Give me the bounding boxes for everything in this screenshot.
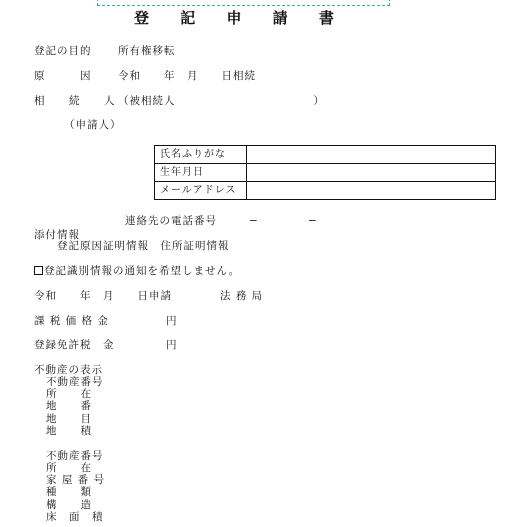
heir-value: （被相続人 ） [118, 95, 325, 107]
attachments-items: 登記原因証明情報 住所証明情報 [57, 240, 230, 252]
table-row [155, 146, 496, 164]
building-house-number-label: 家 屋 番 号 [46, 474, 106, 486]
heir-label: 相 続 人 [34, 95, 122, 107]
header-guide-box [97, 0, 390, 6]
furigana-label: 氏名ふりがな [155, 146, 247, 164]
property-heading: 不動産の表示 [34, 364, 103, 376]
building-property-number-label: 不動産番号 [46, 450, 104, 462]
notification-text: 登記識別情報の通知を希望しません。 [44, 265, 241, 277]
application-date: 令和 年 月 日申請 [34, 290, 172, 302]
land-lot-number-label: 地 番 [46, 400, 92, 412]
building-location-label: 所 在 [46, 462, 92, 474]
registration-tax-label: 登録免許税 金 [34, 339, 115, 351]
building-structure-label: 構 造 [46, 499, 92, 511]
phone-dash-1: − [249, 215, 259, 227]
tax-value-unit: 円 [166, 315, 178, 327]
legal-affairs-bureau-label: 法 務 局 [220, 290, 264, 302]
applicant-label: （申請人） [64, 119, 122, 131]
table-row [155, 164, 496, 182]
table-row [155, 182, 496, 200]
furigana-field[interactable] [247, 146, 496, 164]
birthdate-field[interactable] [247, 164, 496, 182]
document-title: 登 記 申 請 書 [134, 9, 347, 27]
phone-dash-2: − [308, 215, 318, 227]
registration-tax-unit: 円 [166, 339, 178, 351]
land-category-label: 地 目 [46, 413, 92, 425]
land-property-number-label: 不動産番号 [46, 376, 104, 388]
notification-option [34, 265, 240, 278]
email-field[interactable] [247, 182, 496, 200]
building-type-label: 種 類 [46, 486, 92, 498]
birthdate-label: 生年月日 [155, 164, 247, 182]
tax-value-label: 課 税 価 格 金 [34, 315, 109, 327]
email-label: メールアドレス [155, 182, 247, 200]
purpose-value: 所有権移転 [118, 45, 176, 57]
cause-label: 原 因 [34, 70, 92, 82]
land-area-label: 地 積 [46, 425, 92, 437]
attachments-label: 添付情報 [34, 229, 80, 241]
phone-label: 連絡先の電話番号 [125, 215, 217, 227]
land-location-label: 所 在 [46, 388, 92, 400]
cause-value: 令和 年 月 日相続 [118, 70, 256, 82]
purpose-label: 登記の目的 [34, 45, 92, 57]
applicant-info-table [154, 145, 496, 200]
building-floor-area-label: 床 面 積 [46, 511, 104, 523]
checkbox-icon[interactable] [34, 266, 43, 275]
